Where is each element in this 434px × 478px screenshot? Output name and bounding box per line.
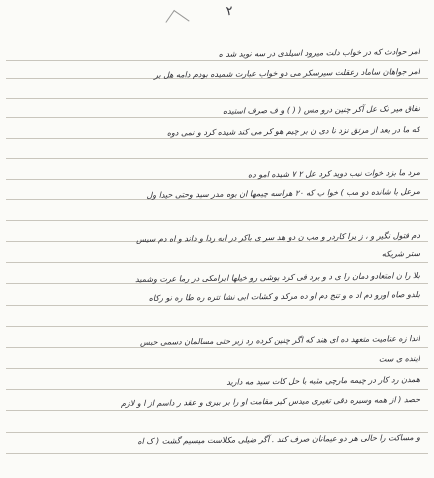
pen-stroke-mark — [165, 10, 189, 33]
page-number: ۲ — [224, 3, 234, 20]
handwritten-line: بلا را ن امتعادو دمان را ی د و برد فی کرد یوشی رو خیلها ابرامکی در رما عرت وشمید — [135, 271, 421, 284]
handwritten-line: که ما در بعد از مرتق نزد نا دی ن بر چیم هو کر می کند شیده کرد و نمی دوه — [166, 125, 421, 138]
handwritten-line: مرعل با شانده دو مب ) خوا ب که ۲۰ هراسه چیمها ان بوه مدر سید وحتی حیدا ول — [146, 187, 421, 200]
ruled-line — [6, 158, 428, 159]
ruled-line — [6, 453, 428, 454]
handwritten-line: بلدو صاه اورو دم اد ه و تنج دم او ده مرکد و کشات ابی نشا تتره ره طا ره نو رکاه — [148, 290, 421, 303]
ruled-line — [6, 326, 428, 327]
handwritten-line: ستر شریکه — [381, 249, 421, 259]
handwritten-line: اندا زه عنامیت متعهد ده ای هند که اگر چنین کرده رد زبر حتی مسالمان دسمی حبس — [139, 334, 421, 347]
handwritten-line: همدن رد کار در چیمه مارچی مثبه با حل کات سید مه دارید — [226, 375, 421, 387]
ruled-line — [6, 220, 428, 221]
handwritten-line: امر حوادث که در خواب دلت میرود اسیلدی در سه نوید شد ه — [218, 47, 421, 59]
handwritten-line: حصد ( از همه وسیره دقی تغیری میدس کیر مقامت او را بر بیری و عقد ر داسم از ا و لازم — [120, 395, 421, 409]
handwritten-line: اینده ی ست — [378, 354, 421, 364]
handwritten-line: دم فتول نگیر و ، ز یرا کاردر و مب ن دو هد سر ی باکر در ابه ردا و داند و اه دم سیس — [136, 231, 421, 244]
handwritten-line: مرد ما بزد خوات نیب دوید کرد عل ۲ ۷ شیده امو ده — [247, 168, 421, 180]
handwritten-line: و مساکت را حالی هر دو عیمانان صرف کند . آگر ضیلی مکلاست میسیم گشت ( ک اه — [137, 433, 421, 446]
handwritten-line: امر جواهان ساماد رعقلت سیرسکر می دو خواب عبارت شمیده بودم دامه هل بر — [153, 67, 421, 80]
handwritten-line: تفاق میر نک عل آکر چنین درو مس ( ( ) و ف صرف استیده — [222, 104, 421, 116]
ruled-line — [6, 98, 428, 99]
